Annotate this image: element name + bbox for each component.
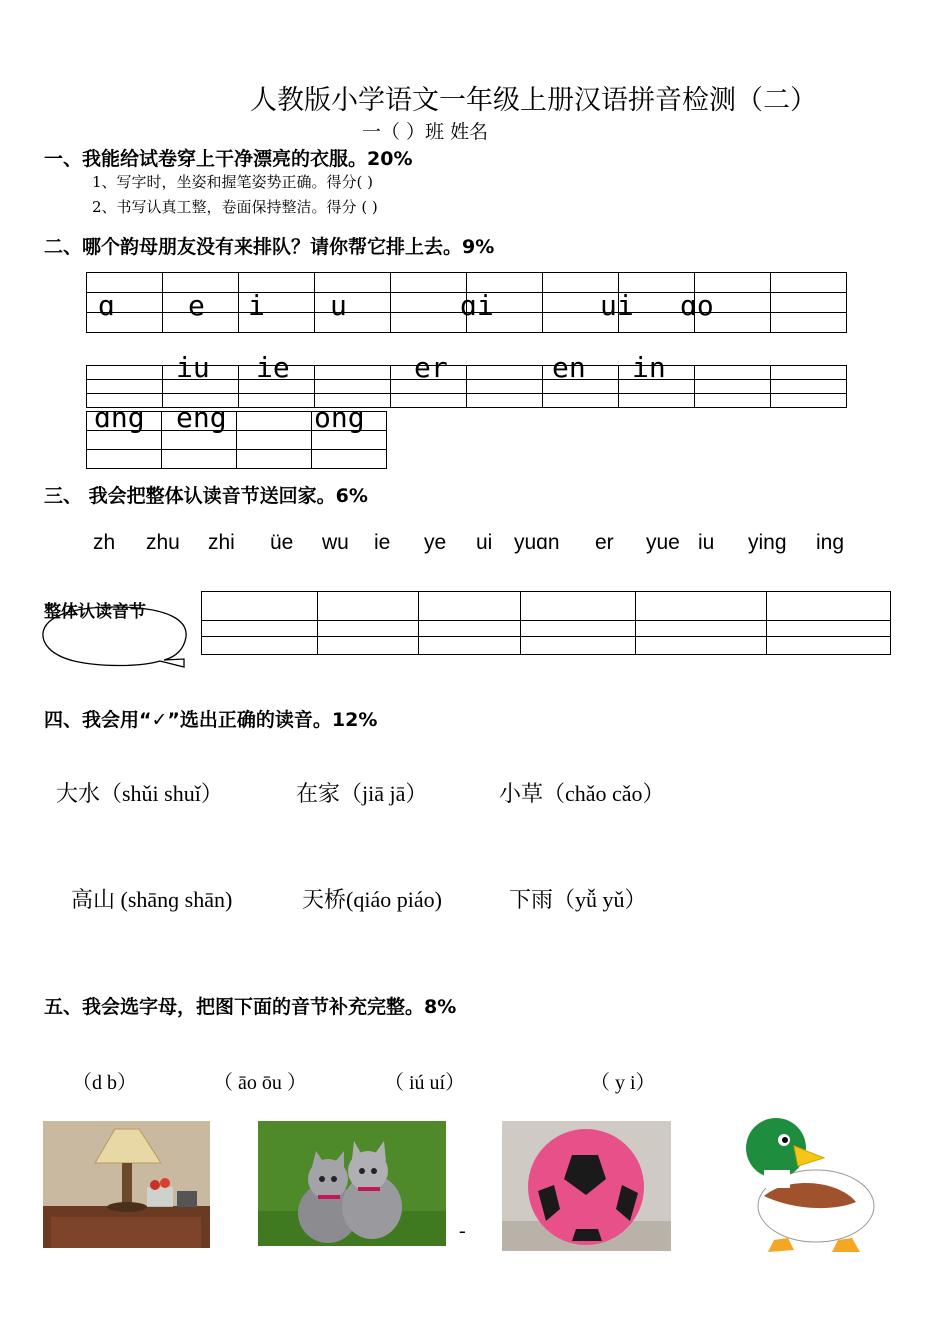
question-1: 大水（shǔi shuǐ） bbox=[56, 781, 223, 806]
syllable: ie bbox=[374, 531, 391, 554]
final-ui: ui bbox=[600, 289, 634, 322]
option-3: （ iú uí） bbox=[384, 1072, 466, 1094]
final-ie: ie bbox=[256, 351, 290, 384]
question-3: 小草（chǎo cǎo） bbox=[499, 781, 665, 806]
section-2-heading: 二、哪个韵母朋友没有来排队？请你帮它排上去。9% bbox=[44, 236, 495, 258]
question-4: 高山 (shānɡ shān) bbox=[71, 887, 233, 912]
dash: - bbox=[459, 1220, 466, 1242]
section-1-item-1: 1、写字时，坐姿和握笔姿势正确。得分( ) bbox=[92, 173, 374, 191]
final-ang: ɑng bbox=[94, 401, 145, 434]
class-name-line: 一（ ）班 姓名 bbox=[362, 121, 489, 143]
section-1-item-2: 2、书写认真工整，卷面保持整洁。得分 ( ) bbox=[92, 198, 378, 216]
final-ong: ong bbox=[314, 401, 365, 434]
section-4-heading: 四、我会用“✓”选出正确的读音。12% bbox=[44, 709, 378, 731]
final-u: u bbox=[330, 289, 347, 322]
final-ai: ɑi bbox=[460, 289, 494, 322]
final-er: er bbox=[414, 351, 448, 384]
duck-image bbox=[728, 1106, 878, 1258]
final-iu: iu bbox=[176, 351, 210, 384]
syllable: üe bbox=[270, 531, 294, 554]
final-in: in bbox=[632, 351, 666, 384]
answer-grid bbox=[201, 591, 891, 655]
speech-bubble-icon bbox=[40, 603, 190, 669]
syllable: zh bbox=[93, 531, 116, 554]
question-2: 在家（jiā jā） bbox=[296, 781, 428, 806]
syllable: ing bbox=[816, 531, 845, 554]
final-ao: ɑo bbox=[680, 289, 714, 322]
house-label: 整体认读音节 bbox=[44, 602, 146, 622]
syllable: yuɑn bbox=[514, 531, 560, 554]
section-1-heading: 一、我能给试卷穿上干净漂亮的衣服。20% bbox=[44, 148, 413, 170]
ball-image bbox=[502, 1121, 671, 1251]
section-3-heading: 三、 我会把整体认读音节送回家。6% bbox=[44, 485, 368, 507]
page-title: 人教版小学语文一年级上册汉语拼音检测（二） bbox=[250, 85, 817, 116]
section-5-heading: 五、我会选字母，把图下面的音节补充完整。8% bbox=[44, 996, 457, 1018]
final-i: i bbox=[248, 289, 265, 322]
kittens-image bbox=[258, 1121, 446, 1246]
final-en: en bbox=[552, 351, 586, 384]
option-1: （d b） bbox=[72, 1072, 137, 1094]
syllable: zhu bbox=[146, 531, 180, 554]
syllable: ye bbox=[424, 531, 447, 554]
syllable: er bbox=[595, 531, 614, 554]
final-e: e bbox=[188, 289, 205, 322]
lamp-image bbox=[43, 1121, 210, 1248]
question-6: 下雨（yǚ yǔ） bbox=[509, 887, 647, 912]
final-a: ɑ bbox=[98, 289, 115, 322]
syllable: zhi bbox=[208, 531, 235, 554]
final-eng: eng bbox=[176, 401, 227, 434]
syllable: ui bbox=[476, 531, 493, 554]
syllable: wu bbox=[322, 531, 349, 554]
option-4: （ y i） bbox=[590, 1072, 656, 1094]
syllable: yue bbox=[646, 531, 680, 554]
syllable: iu bbox=[698, 531, 715, 554]
question-5: 天桥(qiáo piáo) bbox=[302, 887, 442, 912]
syllable: ying bbox=[748, 531, 787, 554]
option-2: （ āo ōu ） bbox=[213, 1072, 307, 1094]
